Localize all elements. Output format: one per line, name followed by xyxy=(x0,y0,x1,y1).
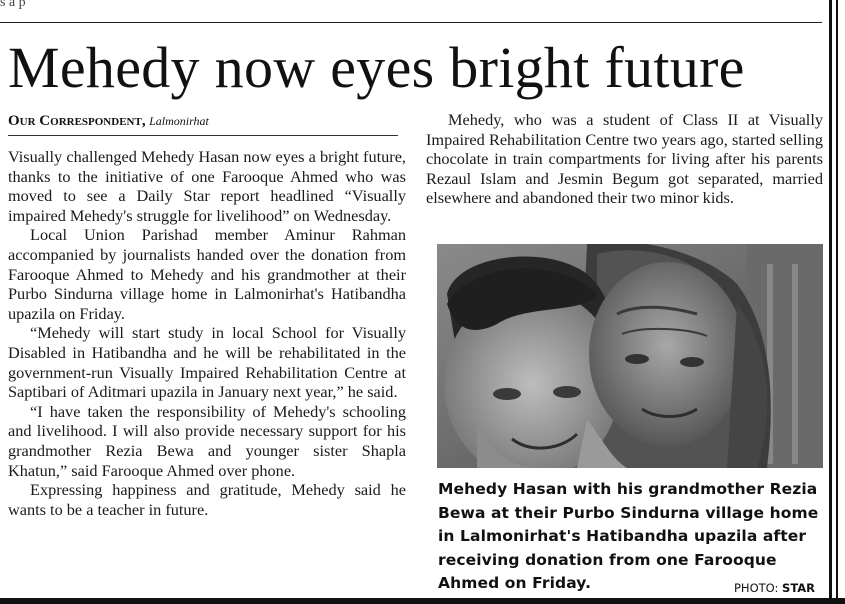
photo-credit xyxy=(734,581,815,595)
byline xyxy=(8,113,209,130)
byline-rule xyxy=(8,135,398,136)
paragraph: Expressing happiness and gratitude, Mehedy said he wants to be a teacher in future. xyxy=(8,480,406,519)
photo-illustration xyxy=(437,244,823,468)
paragraph: Mehedy, who was a student of Class II at Visually Impaired Rehabilitation Centre two years ago, started selling chocolate in train compartments for living after his parents Rezaul Islam and Jesmin Begum got separated, married elsewhere and abandoned their two minor kids. xyxy=(426,110,823,208)
right-column-rule-secondary xyxy=(836,0,838,604)
paragraph: “Mehedy will start study in local School for Visually Disabled in Hatibandha and he will be rehabilitated in the government-run Visually Impaired Rehabilitation Centre at Saptibari of Aditmari upazila in January next year,” he said. xyxy=(8,323,406,402)
article-column-2 xyxy=(426,110,823,208)
header-divider xyxy=(0,22,822,23)
byline-author: Our Correspondent, xyxy=(8,113,146,129)
news-photo xyxy=(437,244,823,468)
right-column-rule xyxy=(829,0,832,604)
article-column-1 xyxy=(8,147,406,519)
photo-credit-source: STAR xyxy=(782,581,816,595)
paragraph: Visually challenged Mehedy Hasan now eyes a bright future, thanks to the initiative of one Farooque Ahmed who was moved to see a Daily Star report headlined “Visually impaired Mehedy's struggle for livelihood” on Wednesday. xyxy=(8,147,406,225)
byline-location: Lalmonirhat xyxy=(149,114,209,128)
paragraph: Local Union Parishad member Aminur Rahman accompanied by journalists handed over the donation from Farooque Ahmed to Mehedy and his grandmother at their Purbo Sindurna village home in Lalmonirhat's Hatibandha upazila on Friday. xyxy=(8,225,406,323)
bottom-rule xyxy=(0,598,845,604)
paragraph: “I have taken the responsibility of Mehedy's schooling and livelihood. I will also provide necessary support for his grandmother Rezia Bewa and younger sister Shapla Khatun,” said Farooque Ahmed over phone. xyxy=(8,401,406,480)
photo-caption: Mehedy Hasan with his grandmother Rezia Bewa at their Purbo Sindurna village home in Lalmonirhat's Hatibandha upazila after receiving donation from one Farooque Ahmed on Friday. xyxy=(438,480,819,592)
previous-article-cut-text: s a p xyxy=(0,0,26,10)
photo-credit-label: PHOTO: xyxy=(734,581,779,595)
headline: Mehedy now eyes bright future xyxy=(8,35,745,100)
